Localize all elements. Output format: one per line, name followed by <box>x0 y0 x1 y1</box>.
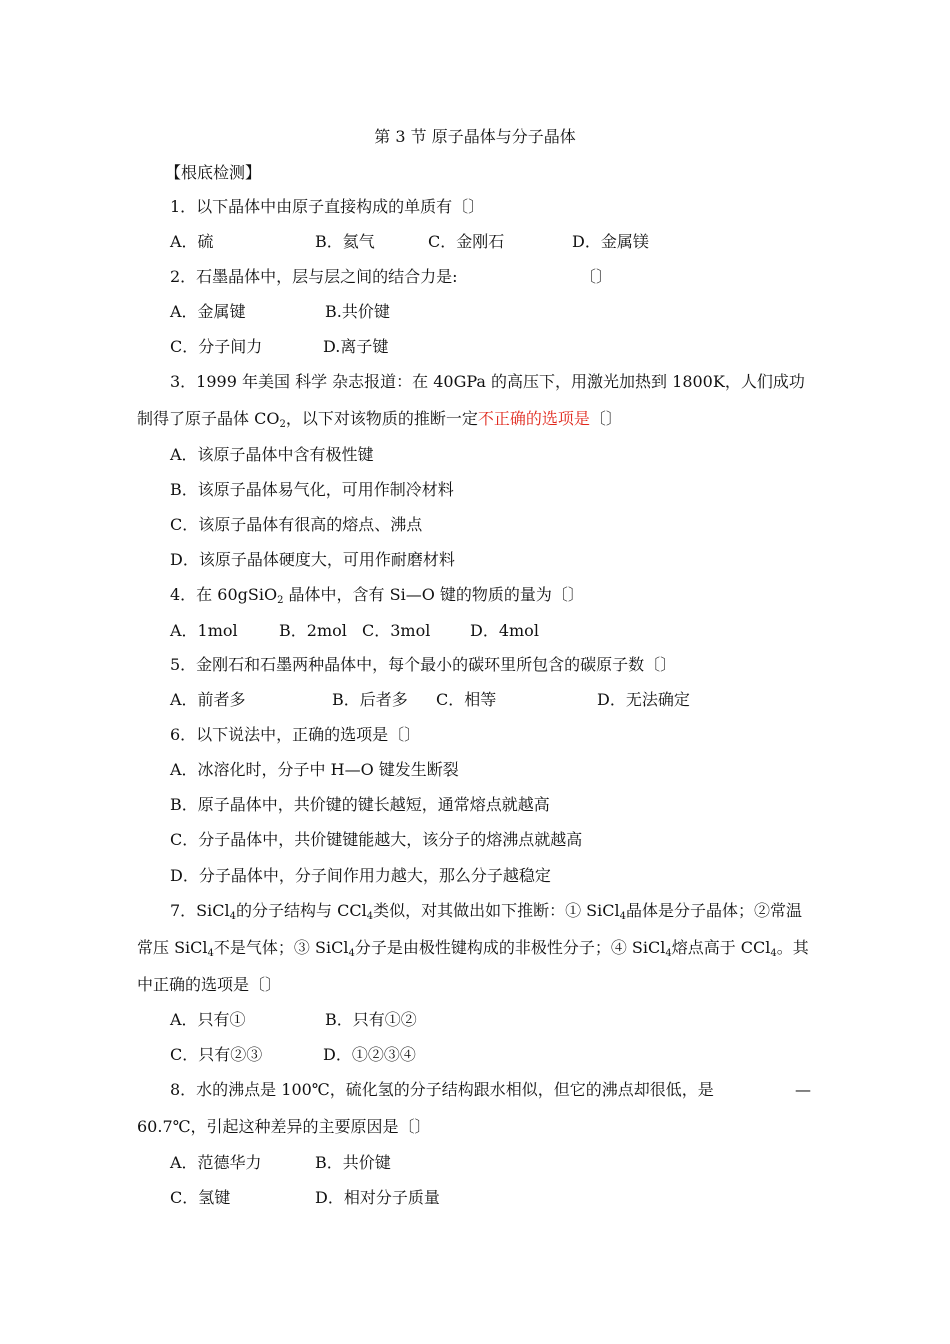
question-6-option-d: D．分子晶体中，分子间作用力越大，那么分子越稳定 <box>170 866 551 885</box>
question-7-option-d: D．①②③④ <box>323 1045 416 1064</box>
question-2-paren: 〔〕 <box>580 267 613 286</box>
question-7-text: 晶体是分子晶体；②常温 <box>625 901 802 920</box>
subscript: 4 <box>348 948 355 959</box>
question-3-option-a: A．该原子晶体中含有极性键 <box>170 445 374 464</box>
question-3-option-d: D．该原子晶体硬度大，可用作耐磨材料 <box>170 550 455 569</box>
page-title: 第 3 节 原子晶体与分子晶体 <box>374 127 576 146</box>
subscript: 4 <box>665 948 672 959</box>
question-8-dash: — <box>795 1080 811 1099</box>
question-7-text: 不是气体；③ SiCl <box>213 938 349 957</box>
question-4-stem <box>170 585 584 605</box>
question-7-text: 类似，对其做出如下推断：① SiCl <box>373 901 620 920</box>
question-7-text: 7．SiCl <box>170 901 230 920</box>
question-7-text: 熔点高于 CCl <box>671 938 771 957</box>
subscript: 4 <box>229 911 236 922</box>
question-1-option-b: B．氦气 <box>315 232 375 251</box>
subscript: 4 <box>770 948 777 959</box>
question-4-stem-text: 晶体中，含有 Si—O 键的物质的量为〔〕 <box>283 585 584 604</box>
question-3-stem-text: ，以下对该物质的推断一定 <box>285 409 478 428</box>
question-6-option-a: A．冰溶化时，分子中 H—O 键发生断裂 <box>170 760 459 779</box>
question-2-option-a: A．金属键 <box>170 302 246 321</box>
question-5-option-b: B．后者多 <box>332 690 408 709</box>
question-3-option-b: B．该原子晶体易气化，可用作制冷材料 <box>170 480 454 499</box>
question-3-paren: 〔〕 <box>589 409 622 428</box>
question-2-option-c: C．分子间力 <box>170 337 263 356</box>
question-1-option-d: D．金属镁 <box>572 232 649 251</box>
highlighted-text: 不正确的选项是 <box>477 409 590 428</box>
question-4-stem-text: 4．在 60gSiO <box>170 585 278 604</box>
question-5-stem: 5．金刚石和石墨两种晶体中，每个最小的碳环里所包含的碳原子数〔〕 <box>170 655 677 674</box>
question-3-stem-line-1: 3．1999 年美国 科学 杂志报道：在 40GPa 的高压下，用激光加热到 1800K，人们成功 <box>170 372 805 391</box>
question-3-stem-text: 制得了原子晶体 CO <box>137 409 280 428</box>
question-4-option-d: D．4mol <box>470 621 539 640</box>
question-4-option-b: B．2mol <box>279 621 347 640</box>
question-8-stem-line-2: 60.7℃，引起这种差异的主要原因是〔〕 <box>137 1117 431 1136</box>
question-6-option-b: B．原子晶体中，共价键的键长越短，通常熔点就越高 <box>170 795 550 814</box>
question-7-option-a: A．只有① <box>170 1010 246 1029</box>
question-7-text: 。其 <box>776 938 809 957</box>
question-8-option-a: A．范德华力 <box>170 1153 262 1172</box>
question-8-stem-line-1: 8．水的沸点是 100℃，硫化氢的分子结构跟水相似，但它的沸点却很低，是 <box>170 1080 714 1099</box>
question-2-option-b: B.共价键 <box>325 302 390 321</box>
question-7-option-b: B．只有①② <box>325 1010 417 1029</box>
question-7-text: 分子是由极性键构成的非极性分子；④ SiCl <box>354 938 666 957</box>
question-1-stem: 1．以下晶体中由原子直接构成的单质有〔〕 <box>170 197 485 216</box>
question-8-option-b: B．共价键 <box>315 1153 391 1172</box>
section-heading: 【根底检测】 <box>165 163 262 182</box>
question-5-option-d: D．无法确定 <box>597 690 690 709</box>
subscript: 2 <box>277 595 284 606</box>
question-8-option-c: C．氢键 <box>170 1188 231 1207</box>
question-3-stem-line-2 <box>137 409 622 429</box>
subscript: 4 <box>619 911 626 922</box>
subscript: 4 <box>207 948 214 959</box>
subscript: 2 <box>279 419 286 430</box>
question-1-option-a: A．硫 <box>170 232 214 251</box>
question-6-stem: 6．以下说法中，正确的选项是〔〕 <box>170 725 421 744</box>
question-7-stem-line-2 <box>137 938 809 958</box>
subscript: 4 <box>366 911 374 922</box>
question-7-text: 的分子结构与 CCl <box>236 901 367 920</box>
question-2-option-d: D.离子键 <box>323 337 389 356</box>
question-4-option-c: C．3mol <box>362 621 431 640</box>
question-8-option-d: D．相对分子质量 <box>315 1188 440 1207</box>
question-7-stem-line-1 <box>170 901 802 921</box>
question-4-option-a: A．1mol <box>170 621 238 640</box>
question-5-option-c: C．相等 <box>436 690 497 709</box>
question-2-stem: 2．石墨晶体中，层与层之间的结合力是: <box>170 267 458 286</box>
question-5-option-a: A．前者多 <box>170 690 246 709</box>
question-3-option-c: C．该原子晶体有很高的熔点、沸点 <box>170 515 423 534</box>
question-1-option-c: C．金刚石 <box>428 232 505 251</box>
question-7-stem-line-3: 中正确的选项是〔〕 <box>137 975 282 994</box>
question-6-option-c: C．分子晶体中，共价键键能越大，该分子的熔沸点就越高 <box>170 830 583 849</box>
question-7-text: 常压 SiCl <box>137 938 208 957</box>
question-7-option-c: C．只有②③ <box>170 1045 263 1064</box>
